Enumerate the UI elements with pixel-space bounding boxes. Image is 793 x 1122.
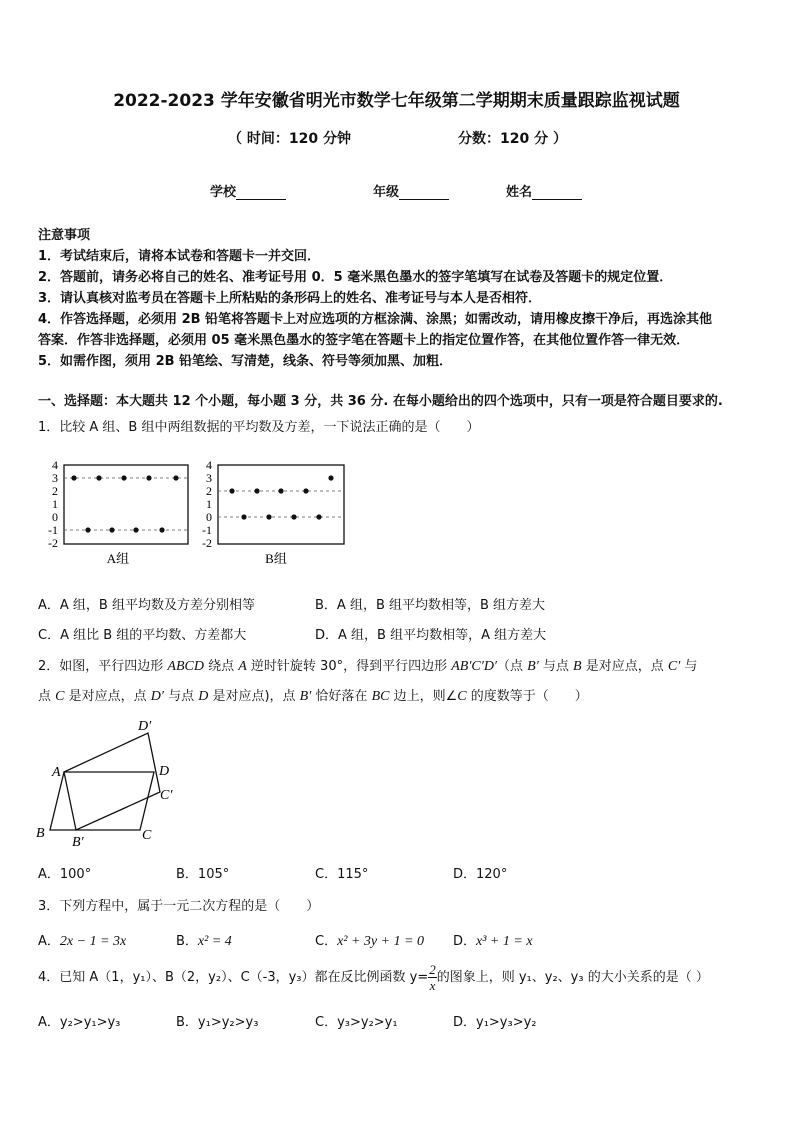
notice-item: 1．考试结束后，请将本试卷和答题卡一并交回． <box>38 249 321 264</box>
q1-option-b[interactable]: B．A 组，B 组平均数相等，B 组方差大 <box>315 598 546 613</box>
grade-blank[interactable] <box>399 185 449 200</box>
q2-option-a[interactable]: A．100° <box>38 867 92 882</box>
chart-b-label: B组 <box>265 551 287 566</box>
exam-title: 2022-2023 学年安徽省明光市数学七年级第二学期期末质量跟踪监视试题 <box>113 91 680 111</box>
q1-option-a[interactable]: A．A 组，B 组平均数及方差分别相等 <box>38 598 255 613</box>
chart-b-point <box>241 514 246 519</box>
chart-b-point <box>316 514 321 519</box>
label-c-prime: C′ <box>160 788 173 803</box>
q3-option-d[interactable]: D．x³ + 1 = x <box>453 934 533 949</box>
q2-option-d[interactable]: D．120° <box>453 867 508 882</box>
q4-option-b[interactable]: B．y₁>y₂>y₃ <box>176 1015 259 1030</box>
q4-option-c[interactable]: C．y₃>y₂>y₁ <box>315 1015 398 1030</box>
chart-a-point <box>173 475 178 480</box>
chart-b-frame <box>218 465 344 544</box>
chart-a-tick: -1 <box>48 523 58 537</box>
notice-item: 4．作答选择题，必须用 2B 铅笔将答题卡上对应选项的方框涂满、涂黑；如需改动，请用橡皮擦干净后，再选涂其他 <box>38 312 713 327</box>
chart-a-point <box>85 527 90 532</box>
section-heading: 一、选择题：本大题共 12 个小题，每小题 3 分，共 36 分. 在每小题给出的四个选项中，只有一项是符合题目要求的. <box>38 394 723 409</box>
chart-a-point <box>146 475 151 480</box>
time-label: （ 时间：120 分钟 <box>228 131 351 147</box>
chart-b-tick: 1 <box>206 497 212 511</box>
notice-item: 5．如需作图，须用 2B 铅笔绘、写清楚，线条、符号等须加黑、加粗． <box>38 354 453 369</box>
chart-b-point <box>328 475 333 480</box>
chart-a-point <box>96 475 101 480</box>
label-b-prime: B′ <box>72 835 84 850</box>
label-a: A <box>52 765 61 780</box>
chart-b-point <box>229 488 234 493</box>
name-label: 姓名 <box>506 185 533 200</box>
chart-b-point <box>254 488 259 493</box>
q2-stem-line2: 点 C 是对应点，点 D′ 与点 D 是对应点)，点 B′ 恰好落在 BC 边上，则∠C 的度数等于（ ） <box>38 689 588 704</box>
fraction-2-over-x: $\frac{2}{x}$ <box>429 962 436 993</box>
chart-a-tick: -2 <box>48 536 58 550</box>
name-blank[interactable] <box>532 185 582 200</box>
chart-b-tick: 0 <box>206 510 212 524</box>
chart-b-point <box>303 488 308 493</box>
q1-option-d[interactable]: D．A 组，B 组平均数相等，A 组方差大 <box>315 628 547 643</box>
q2-option-c[interactable]: C．115° <box>315 867 369 882</box>
chart-b-tick: -1 <box>202 523 212 537</box>
grade-label: 年级 <box>373 185 400 200</box>
school-label: 学校 <box>210 185 237 200</box>
chart-a-tick: 0 <box>52 510 58 524</box>
label-b: B <box>36 826 45 841</box>
q3-option-a[interactable]: A．2x − 1 = 3x <box>38 934 127 949</box>
notice-heading: 注意事项 <box>38 228 91 243</box>
school-blank[interactable] <box>236 185 286 200</box>
q3-stem: 3．下列方程中，属于一元二次方程的是（ ） <box>38 899 320 914</box>
chart-b-tick: -2 <box>202 536 212 550</box>
chart-a-point <box>121 475 126 480</box>
chart-b-tick: 4 <box>206 458 212 472</box>
q2-stem-line1: 2．如图，平行四边形 ABCD 绕点 A 逆时针旋转 30°，得到平行四边形 AB′C′D′（点 B′ 与点 B 是对应点，点 C′ 与 <box>38 659 698 674</box>
label-d-prime: D′ <box>138 719 152 734</box>
label-c: C <box>142 828 152 843</box>
chart-a-tick: 1 <box>52 497 58 511</box>
chart-a-tick: 4 <box>52 458 58 472</box>
chart-a-point <box>109 527 114 532</box>
chart-a-label: A组 <box>106 551 130 566</box>
q2-option-b[interactable]: B．105° <box>176 867 230 882</box>
notice-item: 3．请认真核对监考员在答题卡上所粘贴的条形码上的姓名、准考证号与本人是否相符． <box>38 291 542 306</box>
notice-item: 2．答题前，请务必将自己的姓名、准考证号用 0．5 毫米黑色墨水的签字笔填写在试卷及答题卡的规定位置． <box>38 270 673 285</box>
q2-figure <box>30 712 190 852</box>
chart-a-tick: 3 <box>52 471 58 485</box>
chart-b-point <box>291 514 296 519</box>
chart-b-point <box>266 514 271 519</box>
chart-a <box>48 458 188 566</box>
q1-figure <box>36 455 356 570</box>
school-field <box>210 181 286 200</box>
chart-a-point <box>159 527 164 532</box>
chart-a-tick: 2 <box>52 484 58 498</box>
score-label: 分数：120 分 ） <box>458 131 567 147</box>
chart-a-point <box>71 475 76 480</box>
chart-b <box>202 458 344 566</box>
name-field <box>506 181 582 200</box>
q4-stem: 4．已知 A（1，y₁）、B（2，y₂）、C（-3，y₃）都在反比例函数 y= $\frac{2}{x}$ 的图象上，则 y₁、y₂、y₃ 的大小关系的是（ ） <box>38 962 709 993</box>
chart-b-tick: 2 <box>206 484 212 498</box>
q4-option-d[interactable]: D．y₁>y₃>y₂ <box>453 1015 537 1030</box>
grade-field <box>373 181 449 200</box>
q3-option-b[interactable]: B．x² = 4 <box>176 934 232 949</box>
q3-option-c[interactable]: C．x² + 3y + 1 = 0 <box>315 934 425 949</box>
chart-b-point <box>278 488 283 493</box>
q4-option-a[interactable]: A．y₂>y₁>y₃ <box>38 1015 121 1030</box>
q1-option-c[interactable]: C．A 组比 B 组的平均数、方差都大 <box>38 628 247 643</box>
parallelogram-abcd-prime <box>64 733 160 830</box>
q1-stem: 1．比较 A 组、B 组中两组数据的平均数及方差，一下说法正确的是（ ） <box>38 420 480 435</box>
chart-a-point <box>133 527 138 532</box>
notice-item: 答案．作答非选择题，必须用 05 毫米黑色墨水的签字笔在答题卡上的指定位置作答，在其他位置作答一律无效． <box>38 333 690 348</box>
chart-b-tick: 3 <box>206 471 212 485</box>
label-d: D <box>159 764 170 779</box>
